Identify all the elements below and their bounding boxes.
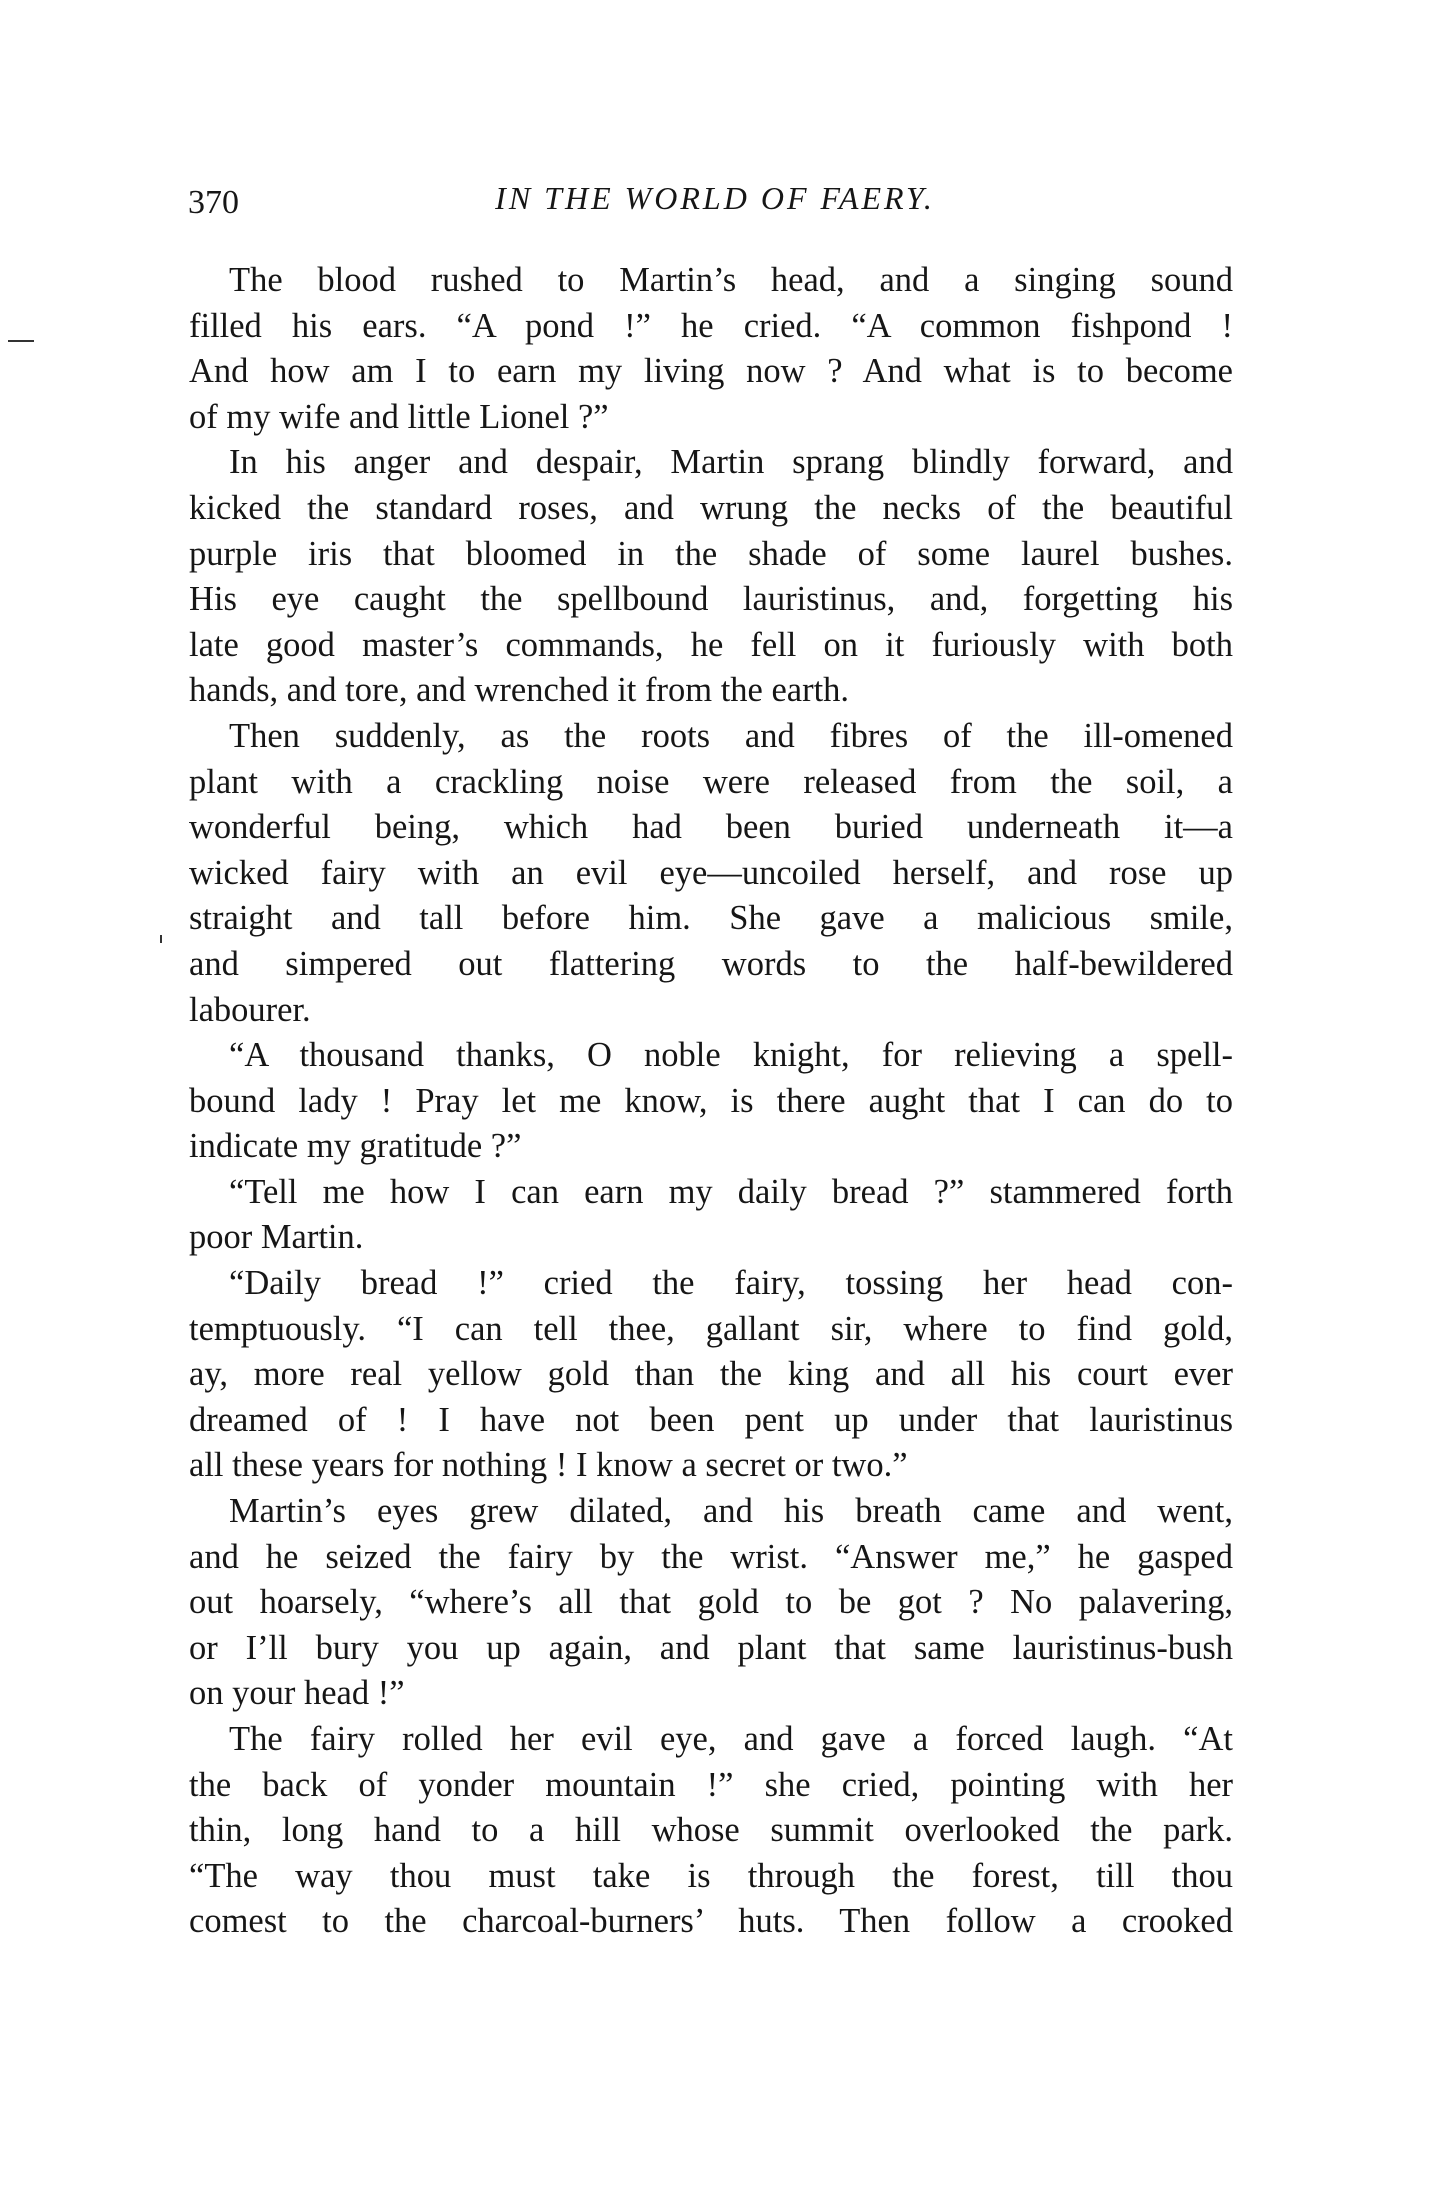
text-line: plant with a crackling noise were released from the soil, a (189, 762, 1233, 801)
text-line: kicked the standard roses, and wrung the necks of the beautiful (189, 488, 1233, 527)
text-line: all these years for nothing ! I know a secret or two.” (189, 1446, 908, 1485)
body-text (189, 258, 1233, 1945)
text-line: ay, more real yellow gold than the king and all his court ever (189, 1355, 1233, 1394)
margin-mark (8, 340, 34, 342)
text-line: of my wife and little Lionel ?” (189, 397, 609, 436)
text-line: filled his ears. “A pond !” he cried. “A common fishpond ! (189, 306, 1233, 345)
page-number: 370 (188, 184, 239, 221)
text-line: The blood rushed to Martin’s head, and a singing sound (229, 261, 1233, 299)
text-line: bound lady ! Pray let me know, is there aught that I can do to (189, 1081, 1233, 1120)
text-line: wicked fairy with an evil eye—uncoiled herself, and rose up (189, 853, 1233, 892)
text-line: straight and tall before him. She gave a malicious smile, (189, 899, 1233, 938)
text-line: In his anger and despair, Martin sprang blindly forward, and (229, 443, 1233, 482)
text-line: comest to the charcoal-burners’ huts. Then follow a crooked (189, 1902, 1233, 1941)
text-line: on your head !” (189, 1674, 405, 1713)
running-title: IN THE WORLD OF FAERY. (495, 180, 935, 216)
text-line: “A thousand thanks, O noble knight, for relieving a spell- (229, 1036, 1233, 1075)
text-line: Then suddenly, as the roots and fibres of the ill-omened (229, 716, 1233, 755)
text-line: purple iris that bloomed in the shade of some laurel bushes. (189, 534, 1233, 573)
text-line: the back of yonder mountain !” she cried, pointing with her (189, 1765, 1233, 1804)
text-line: out hoarsely, “where’s all that gold to be got ? No palavering, (189, 1583, 1233, 1622)
text-line: or I’ll bury you up again, and plant that same lauristinus-bush (189, 1628, 1233, 1667)
text-line: “Daily bread !” cried the fairy, tossing her head con- (229, 1264, 1233, 1303)
text-line: “The way thou must take is through the forest, till thou (189, 1856, 1233, 1895)
text-line: indicate my gratitude ?” (189, 1127, 522, 1166)
text-line: labourer. (189, 990, 311, 1029)
text-line: And how am I to earn my living now ? And what is to become (189, 352, 1233, 391)
text-line: wonderful being, which had been buried underneath it—a (189, 808, 1233, 847)
text-line: dreamed of ! I have not been pent up under that lauristinus (189, 1400, 1233, 1439)
text-line: late good master’s commands, he fell on it furiously with both (189, 625, 1233, 664)
text-line: His eye caught the spellbound lauristinus, and, forgetting his (189, 580, 1233, 619)
text-line: and he seized the fairy by the wrist. “Answer me,” he gasped (189, 1537, 1233, 1576)
text-line: Martin’s eyes grew dilated, and his breath came and went, (229, 1492, 1233, 1531)
text-line: The fairy rolled her evil eye, and gave a forced laugh. “At (229, 1720, 1233, 1758)
text-line: poor Martin. (189, 1218, 364, 1257)
text-line: hands, and tore, and wrenched it from the earth. (189, 671, 850, 710)
text-line: “Tell me how I can earn my daily bread ?” stammered forth (229, 1172, 1233, 1211)
text-line: temptuously. “I can tell thee, gallant sir, where to find gold, (189, 1309, 1233, 1348)
margin-mark (160, 935, 162, 943)
text-line: thin, long hand to a hill whose summit overlooked the park. (189, 1811, 1233, 1850)
text-line: and simpered out flattering words to the half-bewildered (189, 944, 1233, 983)
